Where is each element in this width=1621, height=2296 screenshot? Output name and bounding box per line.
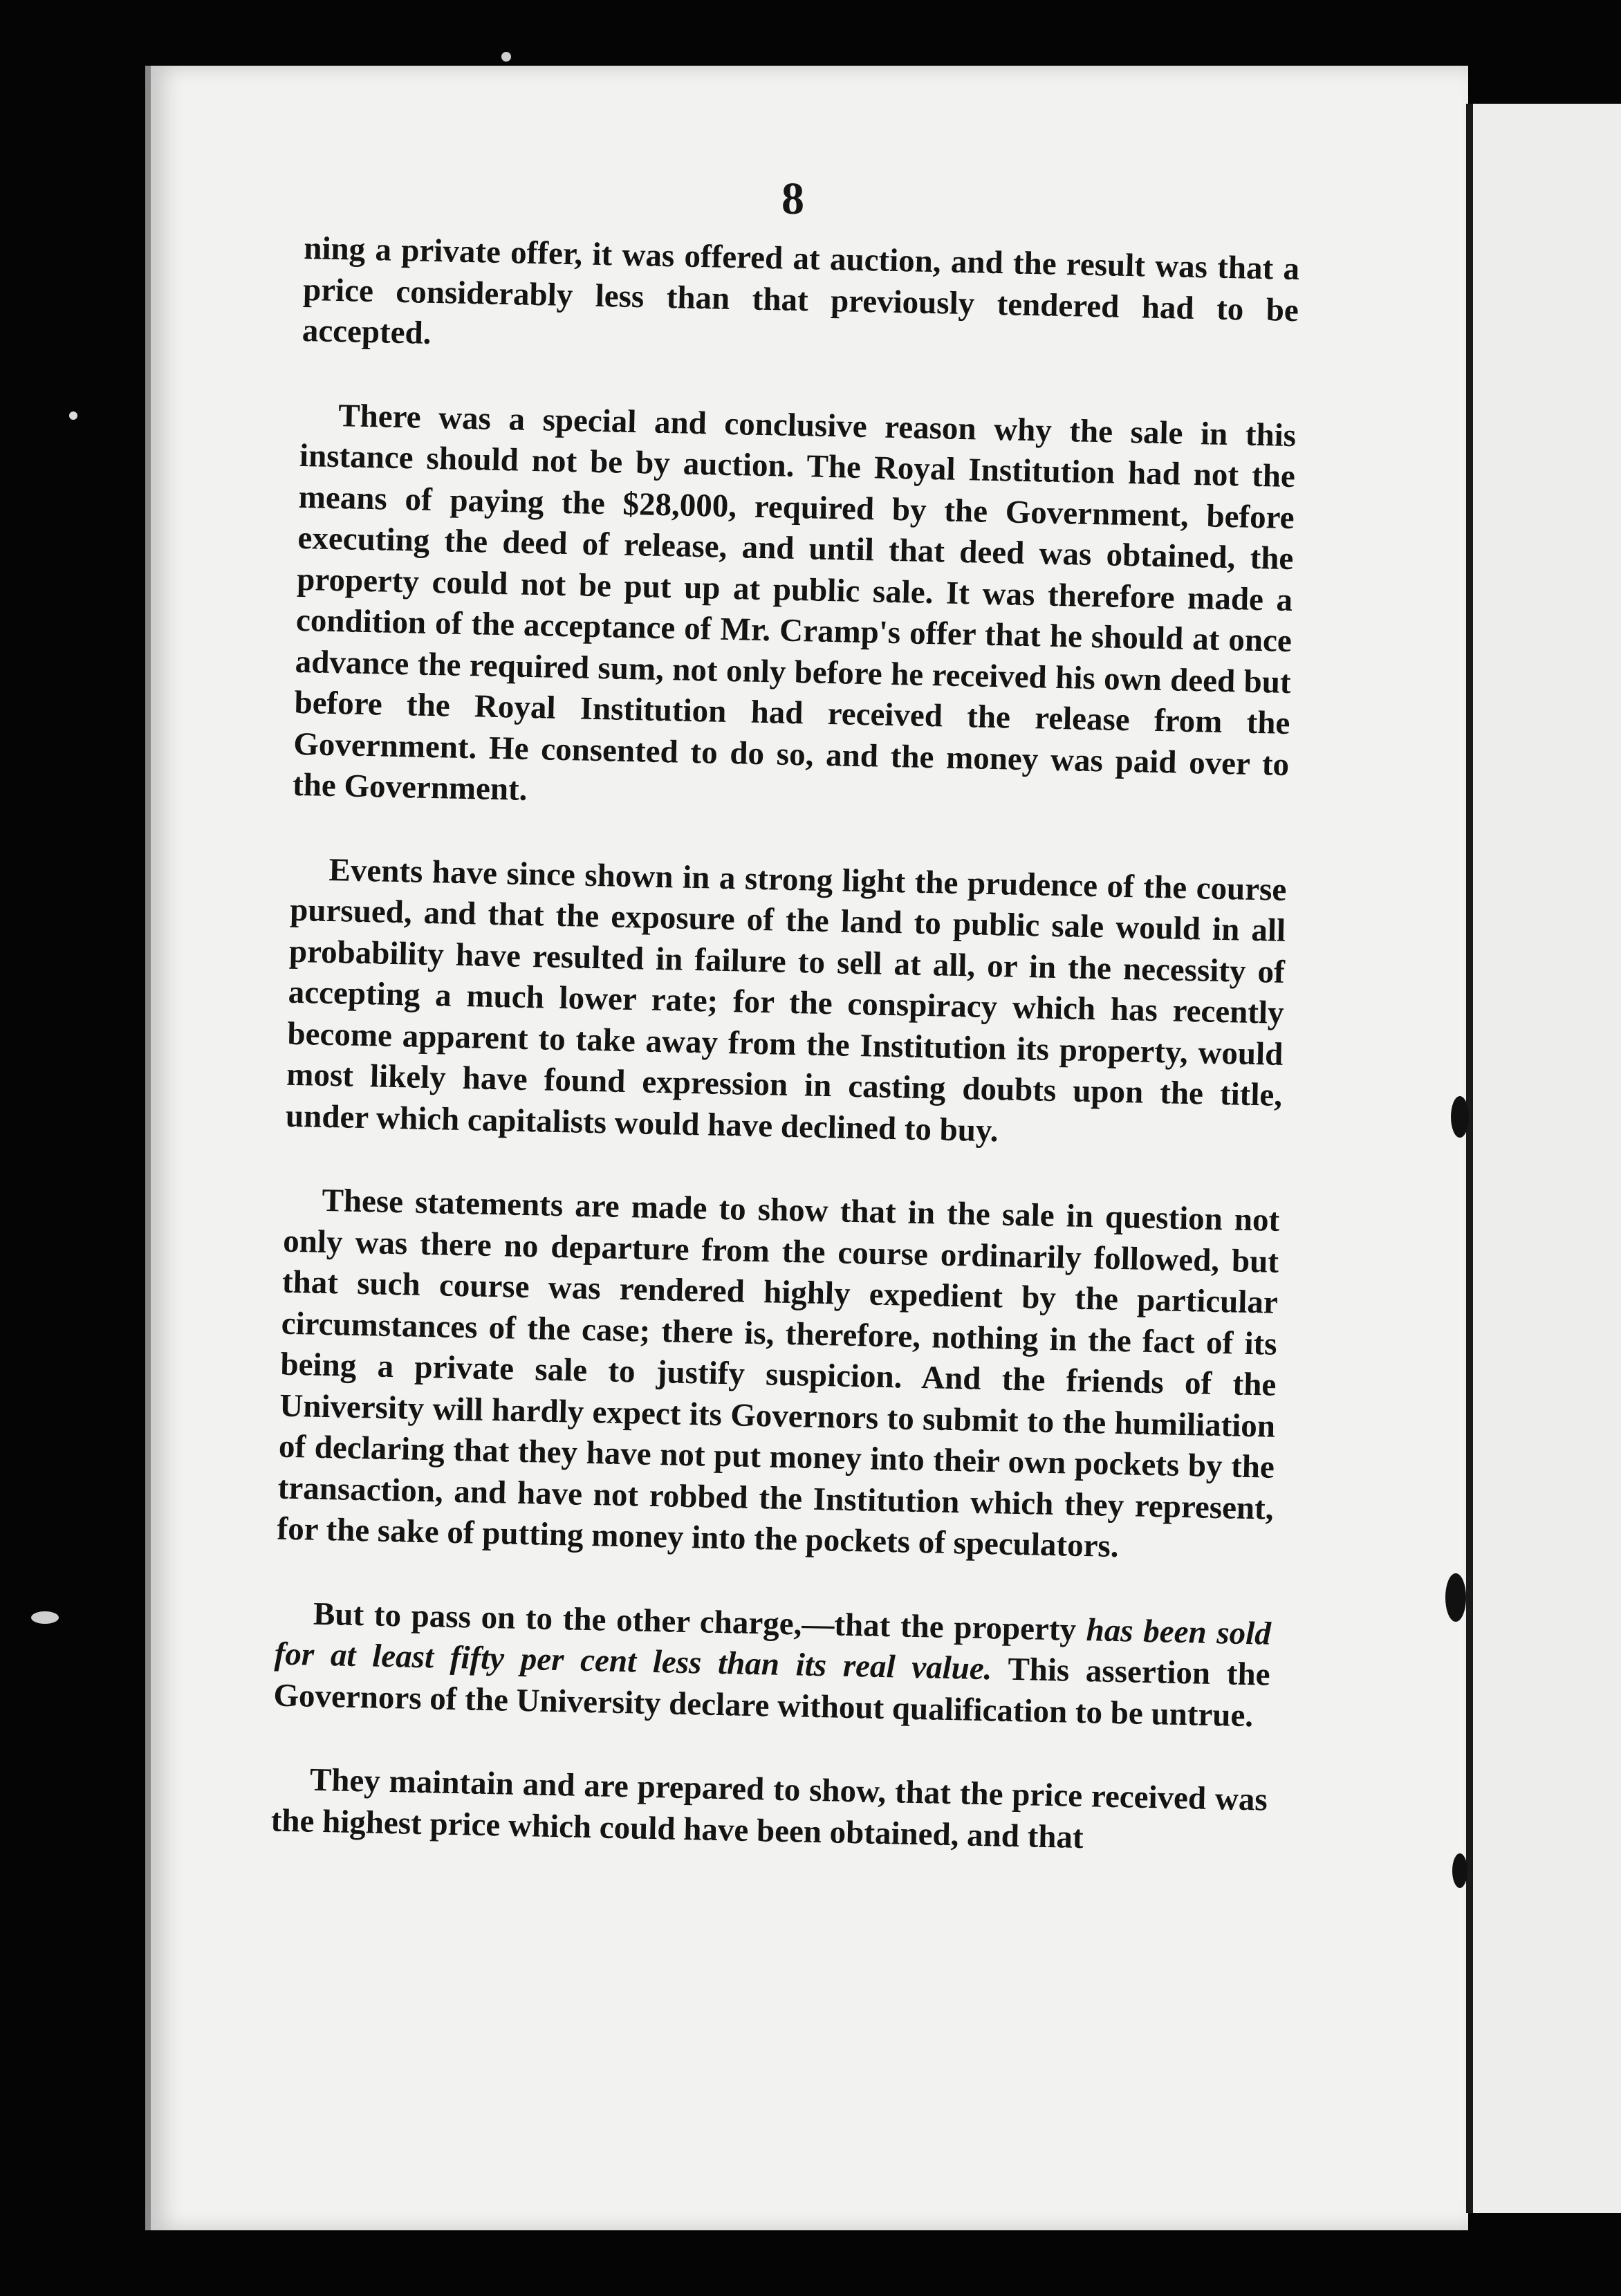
paragraph: Events have since shown in a strong light the prudence of the course pursued, and that the exposure of the land to public sale would in all probability have resulted in failure to sell at all, or in the necessity of accepting a much lower rate; for the conspiracy which has recently become apparent to take away from the Institution its property, would most likely have found expression in casting doubts upon the title, under which capitalists would have declined to buy.	[285, 851, 1287, 1149]
paragraph: ning a private offer, it was offered at auction, and the result was that a price considerably less than that previously tendered had to be accepted.	[302, 230, 1300, 351]
paragraph-text: But to pass on to the other charge,—that the property	[313, 1595, 1087, 1648]
scan-speck	[31, 1611, 59, 1624]
page-body	[270, 228, 1300, 1905]
scan-speck	[69, 411, 77, 420]
paragraph: There was a special and conclusive reason why the sale in this instance should not be by auction. The Royal Institution had not the means of paying the $28,000, required by the Government, before executing the deed of release, and until that deed was obtained, the property could not be put up at public sale. It was therefore made a condition of the acceptance of Mr. Cramp's offer that he should at once advance the required sum, not only before he received his own deed but before the Royal Institution had received the release from the Government. He consented to do so, and the money was paid over to the Government.	[292, 397, 1297, 808]
paragraph: They maintain and are prepared to show, that the price received was the highest price which could have been obtained, and that	[270, 1761, 1268, 1855]
emphasized-text: has been sold for at least fifty per cent less than its real value.	[274, 1611, 1272, 1687]
binding-mark	[1451, 1096, 1469, 1138]
paragraph: These statements are made to show that in the sale in question not only was there no departure from the course ordinarily followed, but that such course was rendered highly expedient by the particular circumstances of the case; there is, therefore, nothing in the fact of its being a private sale to justify suspicion. And the friends of the University will hardly expect its Governors to submit to the humiliation of declaring that they have not put money into their own pockets by the transaction, and have not robbed the Institution which they represent, for the sake of putting money into the pockets of speculators.	[277, 1182, 1280, 1565]
page-number: 8	[781, 174, 804, 224]
paragraph	[273, 1593, 1271, 1737]
paragraph-text: This assertion the Governors of the University declare without qualification to be untrue.	[273, 1651, 1271, 1734]
binding-mark	[1445, 1573, 1466, 1622]
binding-mark	[1452, 1853, 1467, 1888]
adjacent-page-edge	[1466, 104, 1621, 2213]
scan-speck	[501, 52, 511, 62]
